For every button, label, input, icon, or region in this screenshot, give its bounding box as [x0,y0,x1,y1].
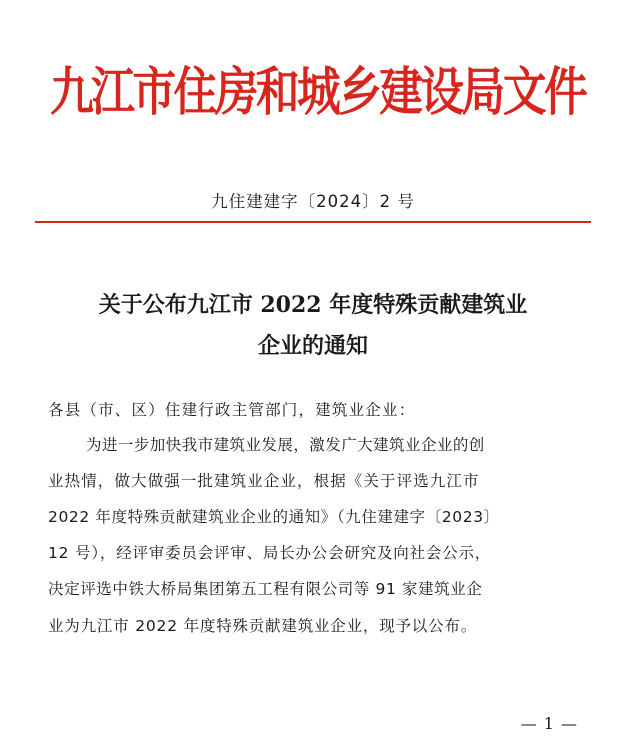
red-divider-line [35,221,591,223]
body-line-3: 2022 年度特殊贡献建筑业企业的通知》（九住建建字〔2023〕 [48,508,500,526]
issuer-header-title: 九江市住房和城乡建设局文件 [50,62,586,123]
body-line-5: 决定评选中铁大桥局集团第五工程有限公司等 91 家建筑业企 [48,580,483,598]
page-number: — 1 — [520,714,578,733]
body-line-6: 业为九江市 2022 年度特殊贡献建筑业企业，现予以公布。 [48,617,478,635]
body-line-1: 为进一步加快我市建筑业发展，激发广大建筑业企业的创 [86,436,485,454]
salutation: 各县（市、区）住建行政主管部门，建筑业企业： [48,401,416,419]
notice-title-line-1: 关于公布九江市 2022 年度特殊贡献建筑业 [98,292,528,318]
body-line-4: 12 号），经评审委员会评审、局长办公会研究及向社会公示， [48,544,492,562]
notice-title-line-2: 企业的通知 [257,333,368,359]
document-number: 九住建建字〔2024〕2 号 [211,192,415,211]
body-line-2: 业热情，做大做强一批建筑业企业，根据《关于评选九江市 [48,472,480,490]
